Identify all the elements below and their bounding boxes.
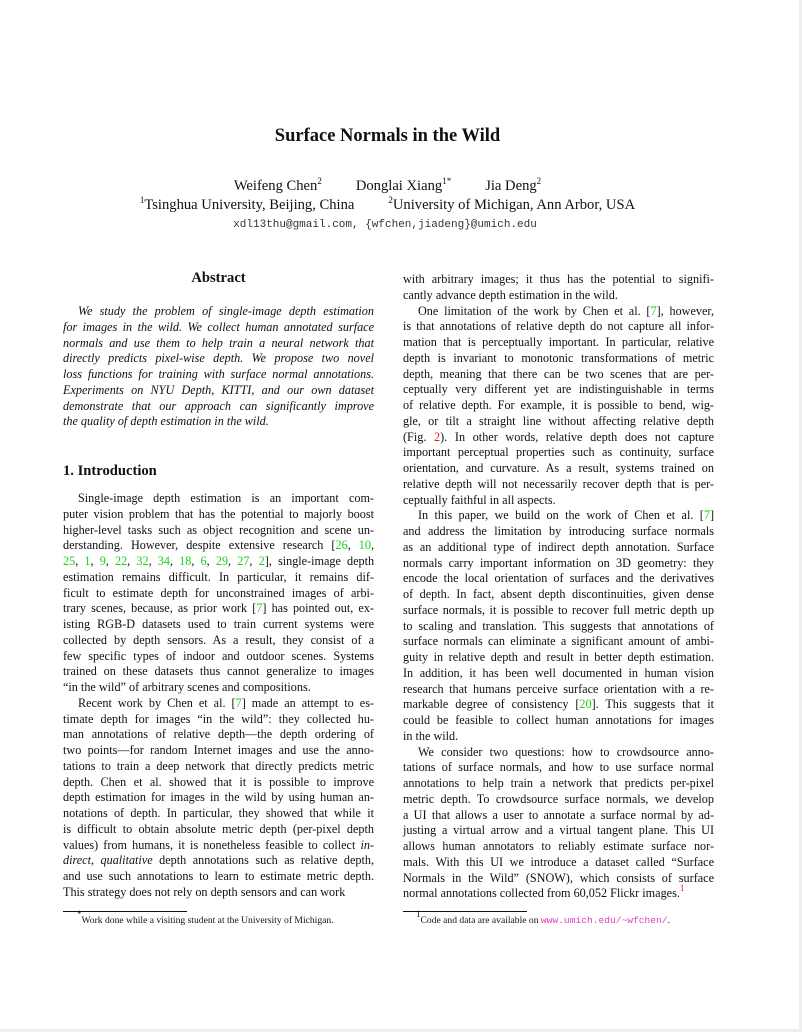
abstract-line: We study the problem of single-image depth estimation [78,304,374,318]
body-line: surface normals, it is possible to recover full metric depth up [403,602,714,617]
citation-link[interactable]: 6 [200,554,207,568]
body-line: encode the local orientation of surfaces and the derivatives [403,571,714,586]
body-line: depth is invariant to monotonic transformations of metric [403,350,714,365]
citation-link[interactable]: 7 [235,695,242,710]
body-line: of relative depth. For example, it is possible to bend, wig- [403,398,714,412]
author-emails: xdl13thu@gmail.com, {wfchen,jiadeng}@umich.edu [233,219,537,231]
body-line: depth. Chen et al. showed that it is possible to improve [63,774,374,789]
body-line: tations of surface normals, and how to use surface normal [403,760,714,775]
body-line: in the wild. [403,728,459,743]
citation-link[interactable]: 25 [63,554,76,568]
code-data-link[interactable]: www.umich.edu/~wfchen/ [540,915,668,926]
citation-link[interactable]: 27 [237,554,250,568]
body-line: “in the wild” of arbitrary scenes and compositions. [63,680,311,694]
author: Weifeng Chen$^2$ [233,176,322,194]
citation-link[interactable]: 7 [650,303,657,318]
abstract-line: for images in the wild. We collect human annotated surface [63,319,374,334]
body-line: ficult to estimate depth for unconstrained images of arbi- [63,585,374,600]
body-line: normal annotations collected from 60,052 Flickr images.$^1$ [403,883,685,901]
body-line: and address the limitation by introducing surface normals [403,524,714,538]
body-line: man annotations of relative depth—the depth ordering of [63,727,374,742]
body-line: Normals in the Wild” (SNOW), which consists of surface [403,870,714,885]
body-line: collected by depth sensors. As a result, they consist of a [63,632,374,647]
body-line: We consider two questions: how to crowdsource anno- [418,744,714,759]
body-line: puter vision problem that has the potential to majorly boost [63,506,374,521]
body-line: derstanding. However, despite extensive research [26, 10, [63,538,374,553]
body-line: In addition, it has been well documented in human vision [403,665,714,680]
body-line: ceptually very different yet are indistinguishable in terms [403,382,714,397]
abstract-line: normals and use them to help train a neural network that [63,335,374,350]
body-line: (Fig. 2). In other words, relative depth does not capture [403,429,714,444]
body-line: annotations to help train a network that predicts per-pixel [403,776,714,790]
body-line: relative depth will not necessarily recover depth that is per- [403,476,714,491]
reference-link[interactable]: 1 [679,883,685,894]
body-line: is difficult to obtain absolute metric depth (per-pixel depth [63,821,374,836]
body-line: gle, or tilt a straight line without affecting relative depth [403,413,714,428]
body-line: ceptually faithful in all aspects. [403,492,556,507]
abstract-heading: Abstract [191,270,246,286]
author-list [0,178,775,195]
body-line: important perceptual properties such as continuity, surface [403,445,714,460]
body-line: This strategy does not rely on depth sensors and can work [63,884,346,899]
citation-link[interactable]: 22 [114,554,128,568]
body-line: normals carry important information on 3D geometry: they [403,555,714,570]
body-line: mation that is perceptually important. In particular, relative [403,335,714,349]
body-line: of depth. In fact, absent depth discontinuities, given dense [403,587,714,601]
body-line: trained on these datasets thus cannot generalize to images [63,664,374,679]
abstract-line: directly predicts pixel-wise depth. We propose two novel [63,351,374,366]
body-line: values) from humans, it is nonetheless feasible to collect in- [63,837,374,852]
body-line: two points—for random Internet images and use the anno- [63,743,374,757]
body-line: is that annotations of relative depth do not capture all infor- [403,319,714,334]
abstract-line: demonstrate that our approach can significantly improve [63,398,374,413]
body-line: surface normals can eliminate a significant amount of ambi- [403,634,714,649]
body-line: with arbitrary images; it thus has the potential to signifi- [403,272,714,286]
abstract-line: the quality of depth estimation in the wild. [63,414,269,429]
introduction-heading: 1. Introduction [63,463,157,479]
body-line: orientation, and curvature. As a result, systems trained on [403,461,714,475]
body-line: metric depth. To crowdsource surface normals, we develop [403,791,714,806]
body-line: 25, 1, 9, 22, 32, 34, 18, 6, 29, 27, 2], single-image depth [63,554,375,568]
citation-link[interactable]: 1 [84,554,91,568]
footnote-right: $^1$Code and data are available on www.umich.edu/~wfchen/. [416,909,670,926]
abstract-line: loss functions for training with surface normal annotations. [63,367,374,381]
paper-title: Surface Normals in the Wild [274,126,501,146]
citation-link[interactable]: 18 [179,554,192,568]
body-line: few specific types of indoor and outdoor scenes. Systems [63,648,374,663]
body-line: One limitation of the work by Chen et al. [7], however, [418,303,714,318]
body-line: higher-level tasks such as object recognition and scene un- [63,522,374,537]
body-line: research that humans perceive surface orientation with a re- [403,681,714,696]
citation-link[interactable]: 29 [215,554,229,568]
author: Donglai Xiang$^{1*}$ [355,176,452,194]
body-line: isting RGB-D datasets used to train current systems were [63,617,374,631]
body-line: depth estimation for images in the wild by using human an- [63,790,374,805]
affiliation: $^2$University of Michigan, Ann Arbor, USA [388,195,636,213]
citation-link[interactable]: 34 [157,554,170,568]
body-line: Recent work by Chen et al. [7] made an attempt to es- [78,695,374,710]
body-line: guity in relative depth and result in better depth estimation. [403,650,714,664]
body-line: mals. With this UI we introduce a dataset called “Surface [403,854,714,869]
body-line: timate depth for images “in the wild”: they collected hu- [63,711,374,726]
body-line: depth, meaning that there can be two scenes that are per- [403,366,714,381]
citation-link[interactable]: 10 [358,538,371,553]
author: Jia Deng$^2$ [485,176,542,194]
citation-link[interactable]: 2 [258,554,265,568]
body-line: markable degree of consistency [20]. This suggests that it [403,697,715,712]
body-line: tations to train a deep network that directly predicts metric [63,758,374,773]
body-line: Single-image depth estimation is an important com- [78,491,374,505]
body-line: direct, qualitative depth annotations such as relative depth, [63,853,374,868]
body-line: trary scenes, because, as prior work [7] has pointed out, ex- [63,601,374,616]
body-line: a UI that allows a user to annotate a surface normal by ad- [403,807,714,822]
body-line: could be feasible to collect human annotations for images [403,713,714,727]
body-line: justing a virtual arrow and a virtual tangent plane. This UI [403,823,714,838]
citation-link[interactable]: 7 [703,508,710,523]
body-line: cantly advance depth estimation in the wild. [403,287,618,302]
citation-link[interactable]: 9 [99,554,106,568]
body-line: and use such annotations to learn to estimate metric depth. [63,869,374,883]
affiliation: $^1$Tsinghua University, Beijing, China [139,195,355,213]
reference-link[interactable]: 2 [434,429,441,444]
affiliation-list [0,197,775,214]
body-line: as an additional type of indirect depth annotation. Surface [403,539,714,554]
citation-link[interactable]: 20 [579,697,592,712]
body-line: In this paper, we build on the work of Chen et al. [7] [418,508,714,523]
body-line: estimation remains difficult. In particular, it remains dif- [63,569,374,584]
abstract-line: Experiments on NYU Depth, KITTI, and our own dataset [63,382,374,397]
citation-link[interactable]: 26 [335,538,348,553]
citation-link[interactable]: 7 [256,601,263,616]
body-line: to scaling and translation. This suggests that annotations of [403,618,714,633]
body-line: notations of depth. In particular, they showed that while it [63,806,374,820]
body-line: allows human annotators to reliably estimate surface nor- [403,839,714,853]
footnote-left: *Work done while a visiting student at the University of Michigan. [77,909,334,926]
citation-link[interactable]: 32 [136,554,149,568]
footnote-rule [403,911,527,912]
